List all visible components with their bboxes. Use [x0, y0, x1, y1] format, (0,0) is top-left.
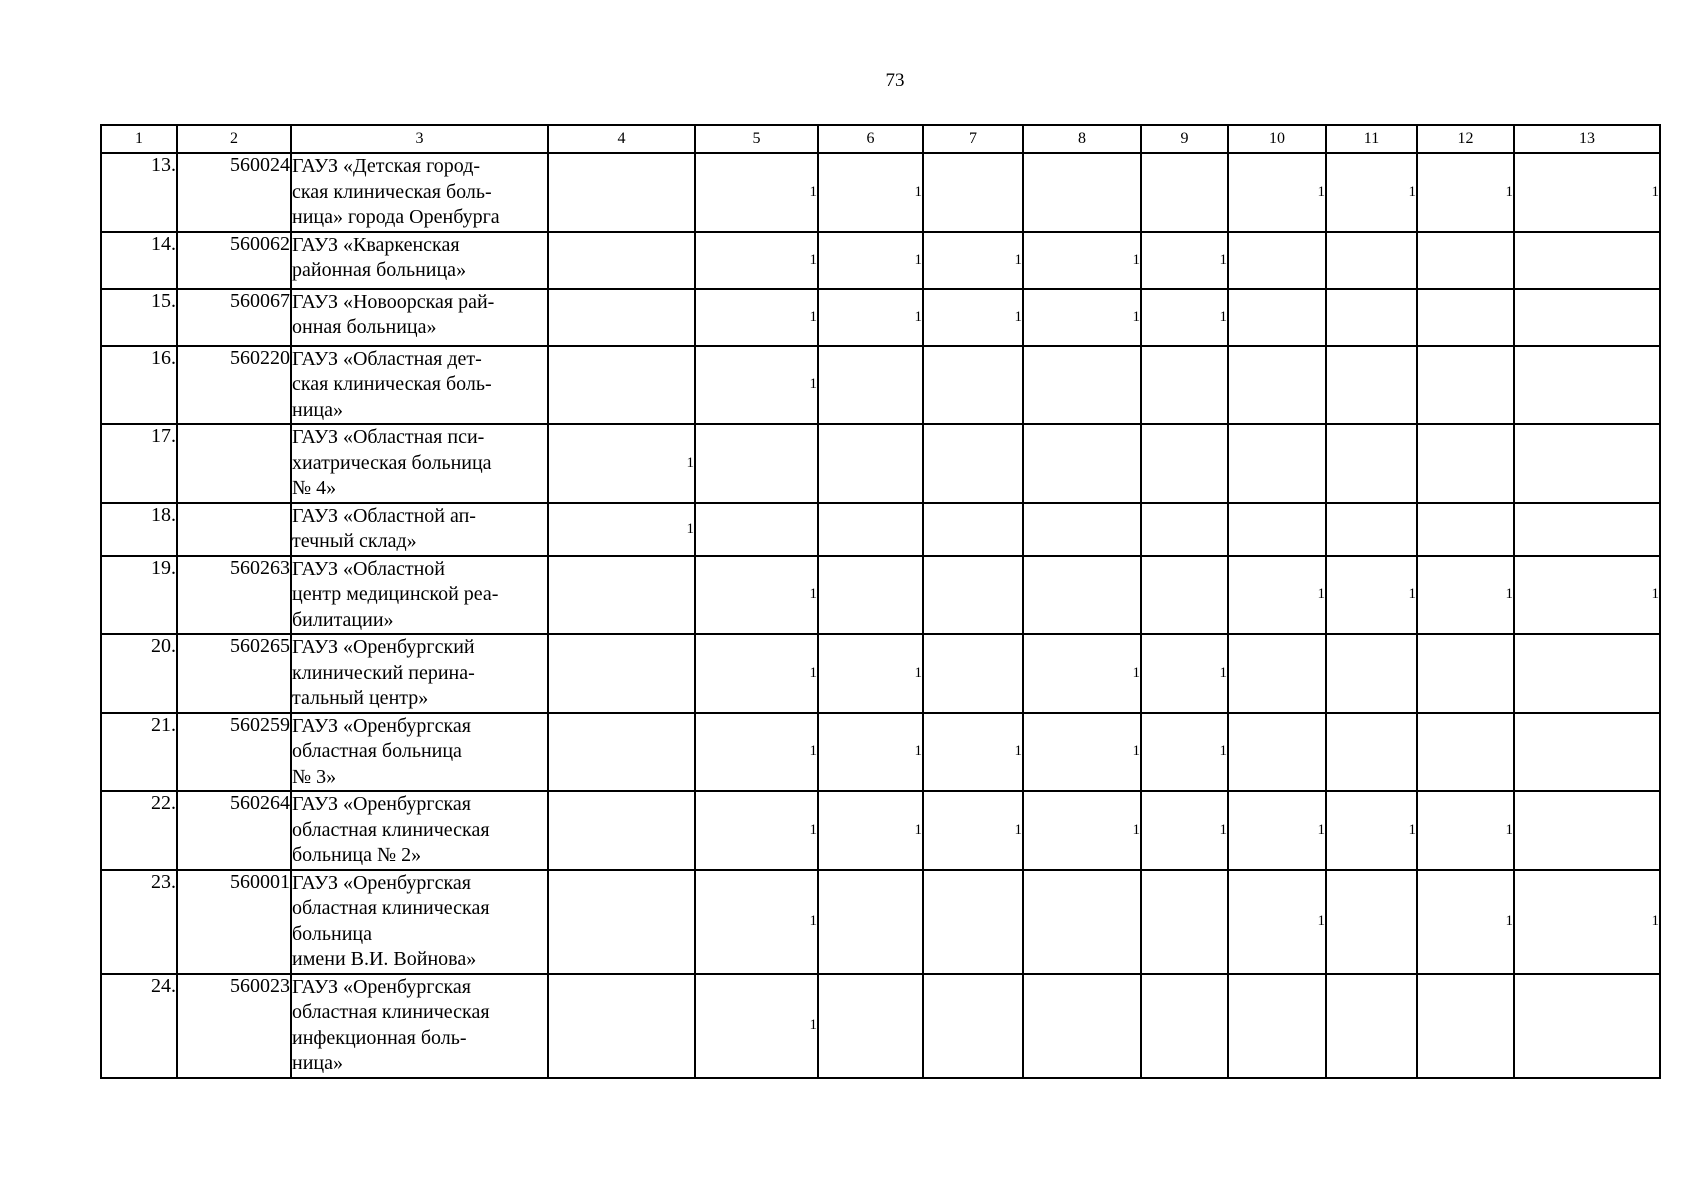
org-code: 560220 — [177, 346, 291, 425]
value-cell — [1141, 424, 1228, 503]
org-code: 560265 — [177, 634, 291, 713]
column-header: 10 — [1228, 125, 1326, 153]
value-cell: 1 — [548, 424, 695, 503]
value-cell: 1 — [695, 974, 818, 1078]
column-header: 2 — [177, 125, 291, 153]
row-number: 15. — [101, 289, 177, 346]
table-row — [101, 289, 1660, 346]
table-row — [101, 556, 1660, 635]
row-number: 23. — [101, 870, 177, 974]
value-cell: 1 — [1228, 153, 1326, 232]
value-cell — [548, 153, 695, 232]
column-header: 6 — [818, 125, 923, 153]
column-header: 7 — [923, 125, 1023, 153]
value-cell — [1141, 346, 1228, 425]
value-cell: 1 — [695, 153, 818, 232]
value-cell — [1141, 556, 1228, 635]
value-cell — [548, 791, 695, 870]
org-code — [177, 424, 291, 503]
value-cell — [1228, 346, 1326, 425]
column-header: 5 — [695, 125, 818, 153]
org-name: ГАУЗ «Оренбургская областная клиническая больница имени В.И. Войнова» — [291, 870, 548, 974]
value-cell: 1 — [1023, 289, 1141, 346]
org-code: 560263 — [177, 556, 291, 635]
value-cell — [1023, 346, 1141, 425]
org-name: ГАУЗ «Областная дет- ская клиническая боль- ница» — [291, 346, 548, 425]
value-cell — [1141, 974, 1228, 1078]
value-cell: 1 — [1326, 153, 1417, 232]
column-header: 12 — [1417, 125, 1514, 153]
row-number: 17. — [101, 424, 177, 503]
page-number: 73 — [885, 70, 905, 91]
value-cell — [923, 346, 1023, 425]
value-cell — [1514, 503, 1660, 556]
org-code: 560023 — [177, 974, 291, 1078]
value-cell: 1 — [695, 232, 818, 289]
value-cell — [1023, 974, 1141, 1078]
value-cell — [1326, 232, 1417, 289]
value-cell — [548, 713, 695, 792]
value-cell: 1 — [1023, 634, 1141, 713]
org-code: 560264 — [177, 791, 291, 870]
value-cell — [1326, 503, 1417, 556]
row-number: 24. — [101, 974, 177, 1078]
value-cell: 1 — [923, 232, 1023, 289]
value-cell — [923, 974, 1023, 1078]
table-row — [101, 713, 1660, 792]
value-cell: 1 — [695, 346, 818, 425]
value-cell — [548, 346, 695, 425]
value-cell: 1 — [695, 791, 818, 870]
value-cell: 1 — [923, 289, 1023, 346]
value-cell — [1141, 153, 1228, 232]
value-cell: 1 — [695, 634, 818, 713]
table-row — [101, 870, 1660, 974]
value-cell — [1514, 791, 1660, 870]
table-row — [101, 153, 1660, 232]
value-cell — [548, 232, 695, 289]
value-cell — [548, 634, 695, 713]
org-code — [177, 503, 291, 556]
column-header: 9 — [1141, 125, 1228, 153]
value-cell — [1326, 424, 1417, 503]
table-row — [101, 503, 1660, 556]
column-header: 1 — [101, 125, 177, 153]
org-code: 560024 — [177, 153, 291, 232]
value-cell — [923, 153, 1023, 232]
value-cell: 1 — [818, 713, 923, 792]
value-cell: 1 — [695, 870, 818, 974]
org-code: 560259 — [177, 713, 291, 792]
value-cell — [1141, 503, 1228, 556]
org-name: ГАУЗ «Оренбургский клинический перина- тальный центр» — [291, 634, 548, 713]
value-cell — [1228, 503, 1326, 556]
value-cell — [923, 870, 1023, 974]
value-cell: 1 — [1141, 713, 1228, 792]
value-cell — [1417, 634, 1514, 713]
column-header: 8 — [1023, 125, 1141, 153]
value-cell — [1023, 556, 1141, 635]
table-row — [101, 791, 1660, 870]
org-code: 560001 — [177, 870, 291, 974]
value-cell: 1 — [1023, 232, 1141, 289]
value-cell: 1 — [1417, 153, 1514, 232]
value-cell: 1 — [1023, 713, 1141, 792]
value-cell — [1141, 870, 1228, 974]
value-cell — [818, 870, 923, 974]
org-code: 560067 — [177, 289, 291, 346]
value-cell: 1 — [923, 791, 1023, 870]
row-number: 13. — [101, 153, 177, 232]
value-cell — [548, 289, 695, 346]
row-number: 21. — [101, 713, 177, 792]
value-cell — [1326, 974, 1417, 1078]
value-cell: 1 — [695, 289, 818, 346]
value-cell — [1228, 974, 1326, 1078]
value-cell — [1228, 289, 1326, 346]
org-name: ГАУЗ «Областной ап- течный склад» — [291, 503, 548, 556]
column-number-row — [101, 125, 1660, 153]
value-cell — [1417, 289, 1514, 346]
value-cell — [1023, 503, 1141, 556]
value-cell — [1326, 346, 1417, 425]
row-number: 16. — [101, 346, 177, 425]
value-cell — [1228, 713, 1326, 792]
value-cell: 1 — [1514, 153, 1660, 232]
column-header: 11 — [1326, 125, 1417, 153]
value-cell — [818, 424, 923, 503]
value-cell: 1 — [1141, 634, 1228, 713]
value-cell — [818, 503, 923, 556]
value-cell — [1417, 346, 1514, 425]
org-name: ГАУЗ «Кваркенская районная больница» — [291, 232, 548, 289]
value-cell: 1 — [818, 791, 923, 870]
org-code: 560062 — [177, 232, 291, 289]
value-cell: 1 — [695, 713, 818, 792]
row-number: 14. — [101, 232, 177, 289]
value-cell — [1514, 232, 1660, 289]
value-cell: 1 — [1417, 556, 1514, 635]
table-row — [101, 424, 1660, 503]
value-cell — [818, 346, 923, 425]
table-row — [101, 974, 1660, 1078]
value-cell — [548, 870, 695, 974]
org-name: ГАУЗ «Областная пси- хиатрическая больница № 4» — [291, 424, 548, 503]
value-cell: 1 — [1514, 870, 1660, 974]
value-cell — [1514, 289, 1660, 346]
column-header: 13 — [1514, 125, 1660, 153]
table-row — [101, 346, 1660, 425]
value-cell — [1417, 974, 1514, 1078]
value-cell — [548, 974, 695, 1078]
org-name: ГАУЗ «Областной центр медицинской реа- билитации» — [291, 556, 548, 635]
value-cell — [923, 556, 1023, 635]
value-cell: 1 — [1228, 791, 1326, 870]
value-cell — [923, 503, 1023, 556]
row-number: 18. — [101, 503, 177, 556]
value-cell: 1 — [1417, 870, 1514, 974]
value-cell — [1228, 232, 1326, 289]
value-cell — [923, 634, 1023, 713]
value-cell — [695, 424, 818, 503]
org-name: ГАУЗ «Оренбургская областная больница № 3» — [291, 713, 548, 792]
table-row — [101, 232, 1660, 289]
value-cell: 1 — [1141, 232, 1228, 289]
value-cell: 1 — [818, 289, 923, 346]
value-cell — [1417, 503, 1514, 556]
org-name: ГАУЗ «Детская город- ская клиническая боль- ница» города Оренбурга — [291, 153, 548, 232]
value-cell: 1 — [1417, 791, 1514, 870]
value-cell — [1023, 870, 1141, 974]
value-cell: 1 — [923, 713, 1023, 792]
value-cell — [1417, 232, 1514, 289]
value-cell — [1514, 713, 1660, 792]
value-cell: 1 — [1023, 791, 1141, 870]
value-cell — [1023, 153, 1141, 232]
value-cell — [1228, 424, 1326, 503]
value-cell — [818, 974, 923, 1078]
value-cell: 1 — [1326, 791, 1417, 870]
org-name: ГАУЗ «Оренбургская областная клиническая больница № 2» — [291, 791, 548, 870]
value-cell: 1 — [818, 634, 923, 713]
value-cell: 1 — [1141, 289, 1228, 346]
row-number: 22. — [101, 791, 177, 870]
value-cell: 1 — [818, 232, 923, 289]
org-name: ГАУЗ «Новоорская рай- онная больница» — [291, 289, 548, 346]
value-cell — [1023, 424, 1141, 503]
value-cell — [1514, 974, 1660, 1078]
value-cell: 1 — [818, 153, 923, 232]
value-cell — [1326, 289, 1417, 346]
value-cell — [548, 556, 695, 635]
value-cell — [1417, 424, 1514, 503]
value-cell — [1514, 634, 1660, 713]
hospitals-table — [100, 124, 1661, 1079]
value-cell — [695, 503, 818, 556]
column-header: 3 — [291, 125, 548, 153]
value-cell — [1417, 713, 1514, 792]
value-cell — [1326, 713, 1417, 792]
value-cell: 1 — [1326, 556, 1417, 635]
value-cell — [923, 424, 1023, 503]
value-cell: 1 — [548, 503, 695, 556]
value-cell: 1 — [695, 556, 818, 635]
value-cell: 1 — [1141, 791, 1228, 870]
value-cell — [1228, 634, 1326, 713]
table-body — [101, 153, 1660, 1078]
row-number: 19. — [101, 556, 177, 635]
value-cell — [818, 556, 923, 635]
value-cell — [1514, 424, 1660, 503]
org-name: ГАУЗ «Оренбургская областная клиническая инфекционная боль- ница» — [291, 974, 548, 1078]
value-cell: 1 — [1228, 870, 1326, 974]
value-cell: 1 — [1514, 556, 1660, 635]
value-cell — [1326, 870, 1417, 974]
table-row — [101, 634, 1660, 713]
column-header: 4 — [548, 125, 695, 153]
value-cell — [1514, 346, 1660, 425]
value-cell — [1326, 634, 1417, 713]
value-cell: 1 — [1228, 556, 1326, 635]
row-number: 20. — [101, 634, 177, 713]
